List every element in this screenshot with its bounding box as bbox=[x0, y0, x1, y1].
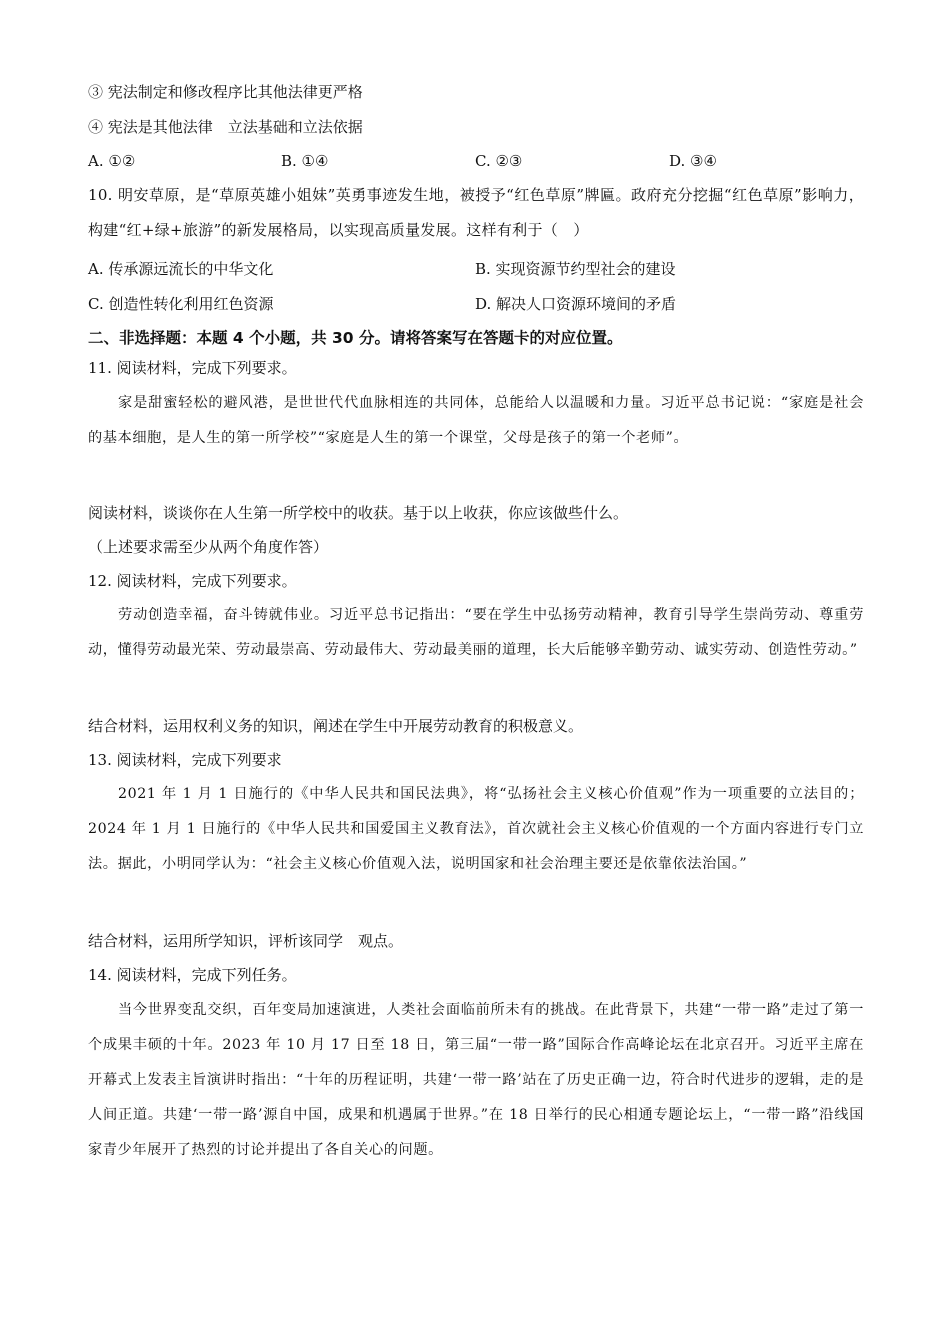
q10-option-c: C. 创造性转化利用红色资源 bbox=[88, 295, 274, 313]
q12-material: 劳动创造幸福，奋斗铸就伟业。习近平总书记指出：“要在学生中弘扬劳动精神，教育引导学生崇尚劳动、尊重劳动，懂得劳动最光荣、劳动最崇高、劳动最伟大、劳动最美丽的道理，长大后能够辛勤劳动、诚实劳动、创造性劳动。” bbox=[88, 607, 864, 658]
q11-task: 阅读材料，谈谈你在人生第一所学校中的收获。基于以上收获，你应该做些什么。 bbox=[88, 504, 629, 522]
q12-stem: 12. 阅读材料，完成下列要求。 bbox=[88, 572, 297, 590]
q10-option-b: B. 实现资源节约型社会的建设 bbox=[475, 260, 676, 278]
q13-material: 2021 年 1 月 1 日施行的《中华人民共和国民法典》，将“弘扬社会主义核心价值观”作为一项重要的立法目的；2024 年 1 月 1 日施行的《中华人民共和国爱国主义教育法》，首次就社会主义核心价值观的一个方面内容进行专门立法。据此，小明同学认为：“社会主义核心价值观入法，说明国家和社会治理主要还是依靠依法治国。” bbox=[88, 786, 864, 872]
q13-stem: 13. 阅读材料，完成下列要求 bbox=[88, 751, 282, 769]
q14-material: 当今世界变乱交织，百年变局加速演进，人类社会面临前所未有的挑战。在此背景下，共建“一带一路”走过了第一个成果丰硕的十年。2023 年 10 月 17 日至 18 日，第三届“一带一路”国际合作高峰论坛在北京召开。习近平主席在开幕式上发表主旨演讲时指出：“十年的历程证明，共建‘一带一路’站在了历史正确一边，符合时代进步的逻辑，走的是人间正道。共建‘一带一路’源自中国，成果和机遇属于世界。”在 18 日举行的民心相通专题论坛上，“一带一路”沿线国家青少年展开了热烈的讨论并提出了各自关心的问题。 bbox=[88, 1002, 864, 1158]
q11-note: （上述要求需至少从两个角度作答） bbox=[88, 538, 329, 556]
q13-task: 结合材料，运用所学知识，评析该同学 观点。 bbox=[88, 932, 404, 950]
q14-stem: 14. 阅读材料，完成下列任务。 bbox=[88, 966, 297, 984]
q10-option-d: D. 解决人口资源环境间的矛盾 bbox=[475, 295, 677, 313]
q9-option-c: C. ②③ bbox=[475, 152, 523, 170]
q9-option-b: B. ①④ bbox=[281, 152, 329, 170]
q11-stem: 11. 阅读材料，完成下列要求。 bbox=[88, 359, 297, 377]
q10-option-a: A. 传承源远流长的中华文化 bbox=[88, 260, 274, 278]
section-heading: 二、非选择题：本题 4 个小题，共 30 分。请将答案写在答题卡的对应位置。 bbox=[88, 329, 623, 347]
q9-option-d: D. ③④ bbox=[669, 152, 717, 170]
q11-material: 家是甜蜜轻松的避风港，是世世代代血脉相连的共同体，总能给人以温暖和力量。习近平总书记说：“家庭是社会的基本细胞，是人生的第一所学校”“家庭是人生的第一个课堂，父母是孩子的第一个老师”。 bbox=[88, 395, 864, 446]
q9-statement-3: ③ 宪法制定和修改程序比其他法律更严格 bbox=[88, 83, 363, 101]
q9-option-a: A. ①② bbox=[88, 152, 136, 170]
q12-task: 结合材料，运用权利义务的知识，阐述在学生中开展劳动教育的积极意义。 bbox=[88, 717, 584, 735]
q9-statement-4: ④ 宪法是其他法律 立法基础和立法依据 bbox=[88, 118, 363, 136]
q10-stem: 10. 明安草原，是“草原英雄小姐妹”英勇事迹发生地，被授予“红色草原”牌匾。政府充分挖掘“红色草原”影响力，构建“红+绿+旅游”的新发展格局，以实现高质量发展。这样有利于（ ） bbox=[88, 186, 864, 239]
